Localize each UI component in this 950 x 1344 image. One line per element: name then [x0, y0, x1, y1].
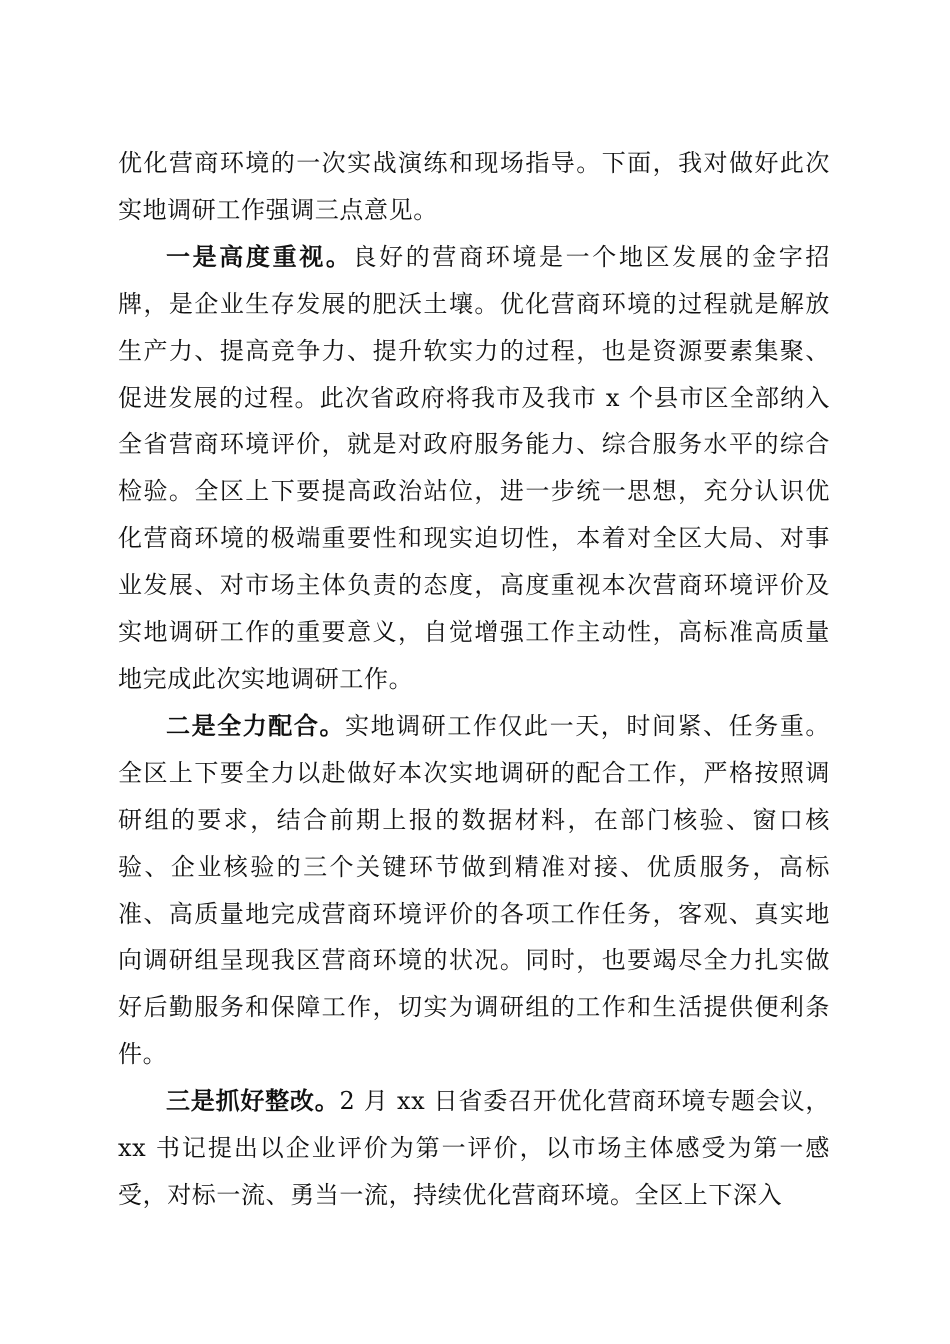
paragraph-text: 2 月 xx 日省委召开优化营商环境专题会议，xx 书记提出以企业评价为第一评价，以市场主体感受为第一感受，对标一流、勇当一流，持续优化营商环境。全区上下深入 — [118, 1087, 830, 1209]
document-body — [118, 140, 830, 1219]
paragraph-heading: 一是高度重视。 — [166, 241, 353, 271]
paragraph-heading: 二是全力配合。 — [166, 710, 346, 740]
paragraph-text: 优化营商环境的一次实战演练和现场指导。下面，我对做好此次实地调研工作强调三点意见。 — [118, 149, 830, 224]
paragraph-point-three — [118, 1078, 830, 1219]
paragraph-text: 良好的营商环境是一个地区发展的金字招牌，是企业生存发展的肥沃土壤。优化营商环境的过程就是解放生产力、提高竞争力、提升软实力的过程，也是资源要素集聚、促进发展的过程。此次省政府将我市及我市 x 个县市区全部纳入全省营商环境评价，就是对政府服务能力、综合服务水平的综合检验。全区上下要提高政治站位，进一步统一思想，充分认识优化营商环境的极端重要性和现实迫切性，本着对全区大局、对事业发展、对市场主体负责的态度，高度重视本次营商环境评价及实地调研工作的重要意义，自觉增强工作主动性，高标准高质量地完成此次实地调研工作。 — [118, 242, 830, 693]
paragraph-continuation — [118, 140, 830, 234]
paragraph-heading: 三是抓好整改。 — [166, 1086, 340, 1116]
paragraph-point-one — [118, 234, 830, 703]
paragraph-text: 实地调研工作仅此一天，时间紧、任务重。全区上下要全力以赴做好本次实地调研的配合工作，严格按照调研组的要求，结合前期上报的数据材料，在部门核验、窗口核验、企业核验的三个关键环节做到精准对接、优质服务，高标准、高质量地完成营商环境评价的各项工作任务，客观、真实地向调研组呈现我区营商环境的状况。同时，也要竭尽全力扎实做好后勤服务和保障工作，切实为调研组的工作和生活提供便利条件。 — [118, 711, 830, 1069]
paragraph-point-two — [118, 703, 830, 1078]
